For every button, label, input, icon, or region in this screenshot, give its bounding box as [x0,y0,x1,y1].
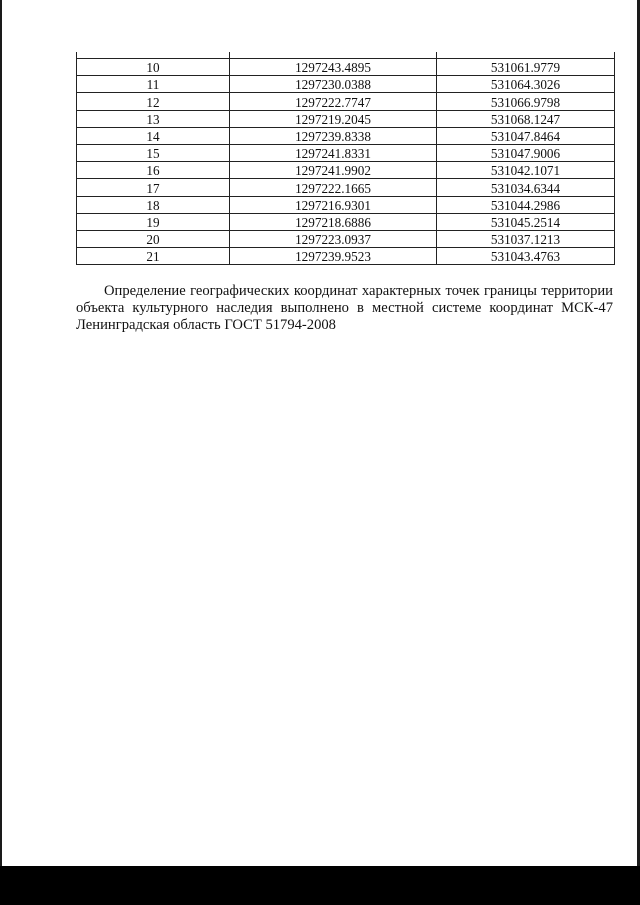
point-number-cell: 15 [77,144,230,161]
y-coordinate-cell: 531045.2514 [437,213,615,230]
point-number-cell: 13 [77,110,230,127]
x-coordinate-cell: 1297241.8331 [230,144,437,161]
y-coordinate-cell: 531047.9006 [437,144,615,161]
x-coordinate-cell: 1297218.6886 [230,213,437,230]
y-coordinate-cell: 531034.6344 [437,179,615,196]
x-coordinate-cell: 1297216.9301 [230,196,437,213]
y-coordinate-cell: 531061.9779 [437,59,615,76]
point-number-cell: 17 [77,179,230,196]
y-coordinate-cell: 531043.4763 [437,248,615,265]
point-number-cell: 19 [77,213,230,230]
table-row [77,59,615,76]
point-number-cell: 14 [77,127,230,144]
coordinates-table [76,52,615,265]
table-row [77,110,615,127]
point-number-cell: 10 [77,59,230,76]
y-coordinate-cell: 531044.2986 [437,196,615,213]
y-coordinate-cell: 531042.1071 [437,162,615,179]
y-coordinate-cell: 531064.3026 [437,76,615,93]
point-number-cell: 11 [77,76,230,93]
coordinate-system-note: Определение географических координат характерных точек границы территории объекта культурного наследия выполнено в местной системе координат МСК-47 Ленинградская область ГОСТ 51794-2008 [76,283,613,333]
scan-edge-left [0,0,2,866]
table-row [77,230,615,247]
x-coordinate-cell: 1297243.4895 [230,59,437,76]
scan-bottom-band [0,866,640,905]
x-coordinate-cell: 1297241.9902 [230,162,437,179]
table-row [77,248,615,265]
table-row [77,162,615,179]
table-row [77,179,615,196]
table-row [77,127,615,144]
point-number-cell: 20 [77,230,230,247]
x-coordinate-cell: 1297239.9523 [230,248,437,265]
x-coordinate-cell: 1297223.0937 [230,230,437,247]
x-coordinate-cell: 1297222.7747 [230,93,437,110]
y-coordinate-cell: 531037.1213 [437,230,615,247]
x-coordinate-cell: 1297219.2045 [230,110,437,127]
point-number-cell: 21 [77,248,230,265]
table-row [77,76,615,93]
x-coordinate-cell: 1297222.1665 [230,179,437,196]
table-row [77,144,615,161]
y-coordinate-cell: 531047.8464 [437,127,615,144]
table-row [77,93,615,110]
table-row [77,213,615,230]
x-coordinate-cell: 1297239.8338 [230,127,437,144]
y-coordinate-cell: 531066.9798 [437,93,615,110]
point-number-cell: 12 [77,93,230,110]
table-row [77,196,615,213]
coordinates-table-body [77,52,615,265]
point-number-cell: 18 [77,196,230,213]
x-coordinate-cell: 1297230.0388 [230,76,437,93]
y-coordinate-cell: 531068.1247 [437,110,615,127]
point-number-cell: 16 [77,162,230,179]
